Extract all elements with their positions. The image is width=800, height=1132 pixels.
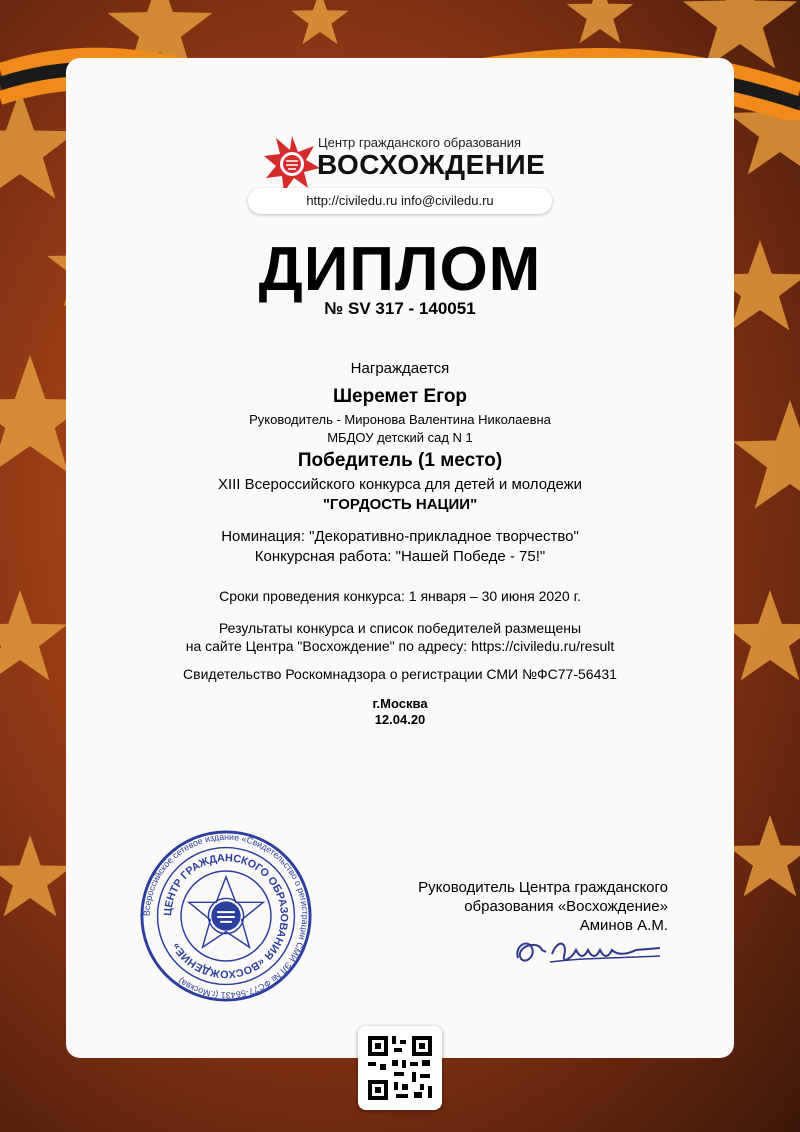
signatory-name: Аминов А.М. <box>579 917 668 934</box>
diploma-number: № SV 317 - 140051 <box>324 299 476 318</box>
contest-name: "ГОРДОСТЬ НАЦИИ" <box>322 496 478 513</box>
logo-subtitle: Центр гражданского образования <box>318 135 522 150</box>
place-text: Победитель (1 место) <box>297 450 503 471</box>
civil-education-logo-icon <box>262 134 322 194</box>
signatory-line-1: Руководитель Центра гражданского <box>418 879 668 896</box>
qr-code[interactable] <box>358 1026 442 1110</box>
awarded-label: Награждается <box>350 360 450 377</box>
svg-text:Всероссийское сетевое издание: Всероссийское сетевое издание «Свидетельство о регистрации СМИ ЭЛ № ФС77-56431 (г.Москва) <box>141 831 311 1001</box>
work-text: Конкурсная работа: "Нашей Победе - 75!" <box>254 548 546 565</box>
diploma-card <box>66 58 734 1058</box>
qr-code-icon <box>358 1026 442 1110</box>
contacts-bar[interactable]: http://civiledu.ru info@civiledu.ru <box>248 188 552 214</box>
date-text: 12.04.20 <box>374 712 426 727</box>
organization-text: МБДОУ детский сад N 1 <box>327 430 473 445</box>
supervisor-text: Руководитель - Миронова Валентина Николаевна <box>249 412 551 427</box>
results-line-2: на сайте Центра "Восхождение" по адресу: https://civiledu.ru/result <box>185 638 615 654</box>
results-line-1: Результаты конкурса и список победителей размещены <box>218 620 582 636</box>
signatory-line-2: образования «Восхождение» <box>464 898 668 915</box>
city-text: г.Москва <box>372 696 428 711</box>
dates-text: Сроки проведения конкурса: 1 января – 30 июня 2020 г. <box>219 588 581 604</box>
contest-text: XIII Всероссийского конкурса для детей и молодежи <box>217 476 583 493</box>
logo-title: ВОСХОЖДЕНИЕ <box>317 149 546 180</box>
signatory-block <box>418 878 668 935</box>
diploma-title: ДИПЛОМ <box>258 235 542 304</box>
signature-image <box>510 928 670 978</box>
certificate-text: Свидетельство Роскомнадзора о регистрации СМИ №ФС77-56431 <box>183 666 617 682</box>
svg-text:ЦЕНТР ГРАЖДАНСКОГО ОБРАЗОВАНИЯ: ЦЕНТР ГРАЖДАНСКОГО ОБРАЗОВАНИЯ «ВОСХОЖДЕНИЕ» <box>162 852 290 980</box>
recipient-name: Шеремет Егор <box>332 386 468 407</box>
official-seal-icon <box>138 828 314 1004</box>
nomination-text: Номинация: "Декоративно-прикладное творчество" <box>221 528 579 545</box>
